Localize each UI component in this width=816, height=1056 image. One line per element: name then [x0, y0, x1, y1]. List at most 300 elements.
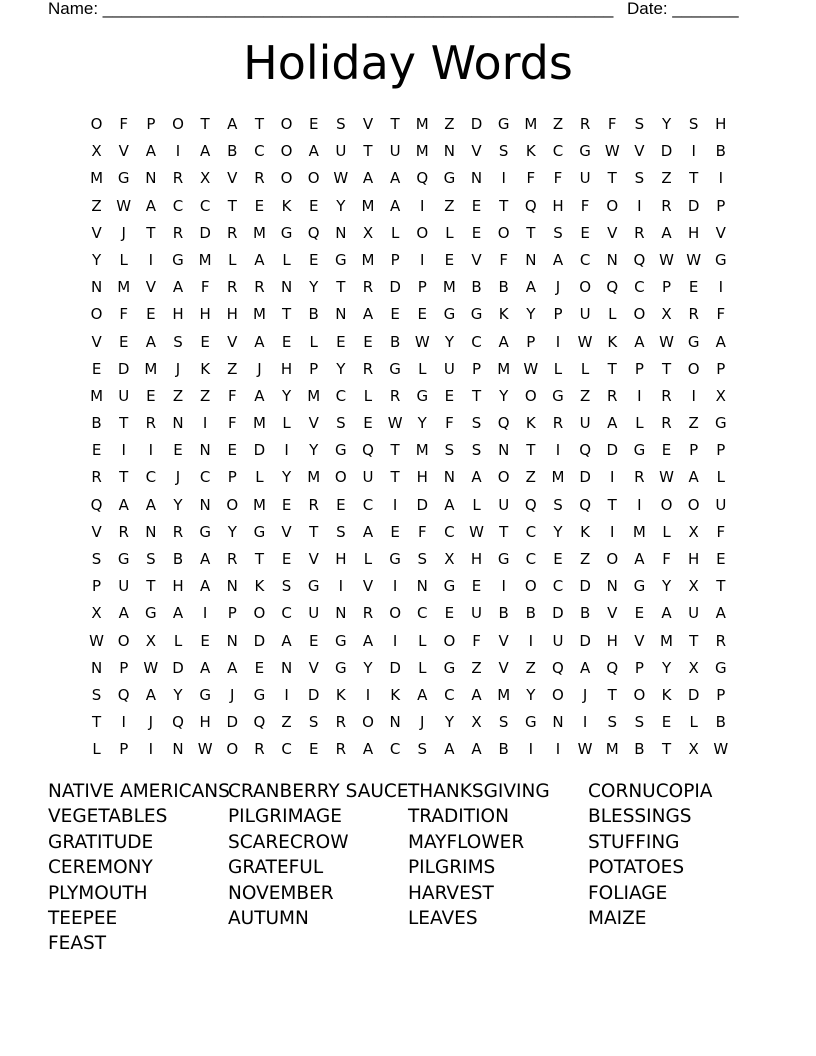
grid-letter[interactable]: O [579, 278, 591, 297]
grid-letter[interactable]: I [718, 278, 724, 297]
grid-letter[interactable]: K [525, 414, 536, 433]
grid-letter[interactable]: M [497, 685, 511, 704]
grid-letter[interactable]: G [199, 522, 211, 541]
grid-letter[interactable]: A [362, 740, 374, 759]
grid-letter[interactable]: R [227, 278, 238, 297]
grid-letter[interactable]: W [686, 250, 702, 269]
grid-letter[interactable]: I [148, 740, 154, 759]
grid-letter[interactable]: R [308, 495, 319, 514]
grid-letter[interactable]: C [362, 495, 374, 514]
grid-letter[interactable]: A [254, 332, 265, 351]
grid-letter[interactable]: Y [281, 468, 292, 487]
grid-letter[interactable]: C [389, 740, 401, 759]
grid-letter[interactable]: W [414, 332, 430, 351]
grid-letter[interactable]: T [499, 196, 509, 215]
grid-letter[interactable]: U [471, 604, 483, 623]
grid-letter[interactable]: W [713, 740, 729, 759]
grid-letter[interactable]: V [91, 522, 102, 541]
grid-letter[interactable]: M [660, 631, 673, 650]
grid-letter[interactable]: N [443, 142, 456, 161]
grid-letter[interactable]: L [255, 468, 264, 487]
grid-letter[interactable]: J [582, 685, 588, 704]
grid-letter[interactable]: A [417, 685, 428, 704]
grid-letter[interactable]: N [199, 441, 211, 460]
grid-letter[interactable]: A [471, 685, 482, 704]
grid-letter[interactable]: H [172, 577, 184, 596]
grid-letter[interactable]: R [389, 386, 401, 405]
grid-letter[interactable]: Q [307, 223, 320, 242]
grid-letter[interactable]: T [146, 223, 156, 242]
grid-letter[interactable]: T [689, 169, 699, 188]
grid-letter[interactable]: L [716, 468, 725, 487]
grid-letter[interactable]: E [227, 441, 238, 460]
grid-letter[interactable]: M [252, 495, 266, 514]
grid-letter[interactable]: N [145, 169, 157, 188]
grid-letter[interactable]: G [253, 685, 266, 704]
grid-letter[interactable]: Y [227, 522, 237, 541]
grid-letter[interactable]: T [607, 685, 617, 704]
grid-letter[interactable]: A [362, 169, 374, 188]
grid-letter[interactable]: K [498, 305, 509, 324]
grid-letter[interactable]: W [523, 359, 539, 378]
grid-letter[interactable]: M [361, 250, 375, 269]
grid-letter[interactable]: X [661, 305, 672, 324]
grid-letter[interactable]: B [172, 550, 184, 568]
grid-letter[interactable]: K [281, 196, 292, 215]
grid-letter[interactable]: L [635, 414, 644, 433]
grid-letter[interactable]: D [579, 577, 591, 596]
grid-letter[interactable]: O [280, 169, 293, 188]
grid-letter[interactable]: V [634, 631, 645, 650]
grid-letter[interactable]: W [89, 631, 104, 650]
grid-letter[interactable]: Z [471, 658, 482, 677]
grid-letter[interactable]: A [281, 631, 292, 650]
grid-letter[interactable]: F [607, 115, 617, 133]
grid-letter[interactable]: T [200, 115, 210, 133]
grid-letter[interactable]: P [390, 250, 400, 269]
grid-letter[interactable]: R [172, 169, 184, 188]
grid-letter[interactable]: R [227, 223, 238, 242]
grid-letter[interactable]: R [254, 740, 265, 759]
grid-letter[interactable]: Y [336, 359, 346, 378]
grid-letter[interactable]: A [362, 631, 374, 650]
grid-letter[interactable]: E [146, 386, 156, 405]
grid-letter[interactable]: A [200, 550, 211, 568]
grid-letter[interactable]: G [470, 305, 483, 324]
grid-letter[interactable]: D [172, 658, 184, 677]
grid-letter[interactable]: M [252, 223, 266, 242]
grid-letter[interactable]: U [715, 495, 727, 514]
grid-letter[interactable]: N [172, 740, 184, 759]
grid-letter[interactable]: G [253, 522, 266, 541]
grid-letter[interactable]: G [579, 142, 591, 161]
grid-letter[interactable]: Z [688, 414, 699, 433]
grid-letter[interactable]: E [254, 658, 265, 677]
grid-letter[interactable]: A [308, 142, 319, 161]
grid-letter[interactable]: G [497, 550, 510, 568]
grid-letter[interactable]: E [308, 115, 319, 133]
grid-letter[interactable]: T [390, 115, 400, 133]
grid-letter[interactable]: C [579, 250, 591, 269]
grid-letter[interactable]: B [227, 142, 238, 161]
grid-letter[interactable]: F [417, 522, 427, 541]
grid-letter[interactable]: L [418, 631, 427, 650]
grid-letter[interactable]: T [146, 577, 156, 596]
grid-letter[interactable]: E [336, 332, 346, 351]
grid-letter[interactable]: I [555, 441, 561, 460]
grid-letter[interactable]: E [390, 522, 400, 541]
grid-letter[interactable]: G [307, 577, 320, 596]
grid-letter[interactable]: G [443, 169, 456, 188]
grid-letter[interactable]: I [202, 604, 208, 623]
grid-letter[interactable]: S [281, 577, 292, 596]
grid-letter[interactable]: Q [362, 441, 374, 460]
grid-letter[interactable]: V [145, 278, 156, 297]
grid-letter[interactable]: A [200, 142, 211, 161]
grid-letter[interactable]: N [280, 278, 293, 297]
grid-letter[interactable]: G [443, 305, 456, 324]
grid-letter[interactable]: R [661, 196, 672, 215]
grid-letter[interactable]: V [498, 658, 509, 677]
grid-letter[interactable]: I [420, 250, 425, 269]
grid-letter[interactable]: I [528, 740, 534, 759]
grid-letter[interactable]: X [715, 386, 726, 405]
grid-letter[interactable]: G [714, 414, 727, 433]
grid-letter[interactable]: X [145, 631, 156, 650]
grid-letter[interactable]: Y [661, 577, 672, 596]
grid-letter[interactable]: U [118, 577, 130, 596]
grid-letter[interactable]: L [390, 223, 400, 242]
grid-letter[interactable]: K [580, 522, 591, 541]
grid-letter[interactable]: C [199, 468, 211, 487]
grid-letter[interactable]: S [607, 713, 617, 732]
grid-letter[interactable]: I [582, 713, 588, 732]
grid-letter[interactable]: E [308, 740, 319, 759]
grid-letter[interactable]: I [365, 685, 371, 704]
grid-letter[interactable]: X [444, 550, 455, 568]
grid-letter[interactable]: E [281, 550, 292, 568]
grid-letter[interactable]: Y [444, 332, 454, 351]
grid-letter[interactable]: J [555, 278, 561, 297]
grid-letter[interactable]: N [280, 658, 293, 677]
grid-letter[interactable]: E [444, 386, 455, 405]
grid-letter[interactable]: Z [579, 550, 591, 568]
grid-letter[interactable]: R [661, 386, 672, 405]
grid-letter[interactable]: A [254, 250, 265, 269]
grid-letter[interactable]: S [634, 169, 645, 188]
grid-letter[interactable]: A [172, 604, 184, 623]
grid-letter[interactable]: L [689, 713, 698, 732]
grid-letter[interactable]: T [661, 359, 672, 378]
grid-letter[interactable]: O [334, 468, 347, 487]
grid-letter[interactable]: M [632, 522, 646, 541]
grid-letter[interactable]: V [471, 250, 482, 269]
grid-letter[interactable]: E [471, 196, 482, 215]
grid-letter[interactable]: G [525, 713, 537, 732]
grid-letter[interactable]: I [555, 740, 561, 759]
grid-letter[interactable]: Q [552, 658, 564, 677]
grid-letter[interactable]: I [555, 332, 561, 351]
grid-letter[interactable]: S [417, 550, 428, 568]
grid-letter[interactable]: O [687, 359, 700, 378]
grid-letter[interactable]: R [91, 468, 102, 487]
grid-letter[interactable]: S [91, 550, 102, 568]
grid-letter[interactable]: L [309, 332, 318, 351]
grid-letter[interactable]: F [119, 115, 129, 133]
grid-letter[interactable]: A [362, 305, 374, 324]
grid-letter[interactable]: S [146, 550, 156, 568]
grid-letter[interactable]: F [662, 550, 671, 568]
grid-letter[interactable]: V [362, 577, 374, 596]
grid-letter[interactable]: F [580, 196, 590, 215]
grid-letter[interactable]: R [688, 305, 699, 324]
grid-letter[interactable]: W [604, 142, 620, 161]
grid-letter[interactable]: T [526, 441, 536, 460]
grid-letter[interactable]: A [227, 658, 238, 677]
grid-letter[interactable]: J [420, 713, 425, 732]
grid-letter[interactable]: C [199, 196, 211, 215]
grid-letter[interactable]: M [415, 142, 429, 161]
grid-letter[interactable]: D [579, 468, 591, 487]
grid-letter[interactable]: G [552, 386, 564, 405]
grid-letter[interactable]: C [281, 740, 292, 759]
grid-letter[interactable]: P [553, 305, 563, 324]
grid-letter[interactable]: Q [117, 685, 130, 704]
grid-letter[interactable]: T [716, 577, 726, 596]
grid-letter[interactable]: I [691, 386, 696, 405]
grid-letter[interactable]: P [227, 604, 237, 623]
name-field-label[interactable]: Name: ______________________________________________________ [48, 0, 614, 18]
grid-letter[interactable]: F [445, 414, 454, 433]
grid-letter[interactable]: R [552, 414, 564, 433]
grid-letter[interactable]: N [498, 441, 510, 460]
grid-letter[interactable]: I [392, 495, 398, 514]
grid-letter[interactable]: P [472, 359, 482, 378]
grid-letter[interactable]: I [637, 386, 642, 405]
grid-letter[interactable]: E [173, 441, 183, 460]
grid-letter[interactable]: K [254, 577, 265, 596]
grid-letter[interactable]: W [197, 740, 213, 759]
grid-letter[interactable]: N [90, 278, 103, 297]
grid-letter[interactable]: M [252, 414, 266, 433]
grid-letter[interactable]: Z [281, 713, 292, 732]
grid-letter[interactable]: E [363, 332, 373, 351]
grid-letter[interactable]: P [526, 332, 536, 351]
grid-letter[interactable]: A [715, 332, 726, 351]
grid-letter[interactable]: A [444, 495, 455, 514]
grid-letter[interactable]: D [660, 142, 673, 161]
grid-letter[interactable]: T [227, 196, 237, 215]
grid-letter[interactable]: W [659, 468, 674, 487]
grid-letter[interactable]: E [281, 332, 292, 351]
grid-letter[interactable]: C [281, 604, 292, 623]
grid-letter[interactable]: Q [497, 414, 510, 433]
grid-letter[interactable]: U [552, 631, 564, 650]
grid-letter[interactable]: W [469, 522, 484, 541]
grid-letter[interactable]: J [148, 713, 154, 732]
grid-letter[interactable]: C [552, 142, 564, 161]
grid-letter[interactable]: N [335, 305, 347, 324]
grid-letter[interactable]: O [280, 142, 293, 161]
grid-letter[interactable]: R [118, 522, 129, 541]
grid-letter[interactable]: V [362, 115, 374, 133]
grid-letter[interactable]: F [526, 169, 536, 188]
grid-letter[interactable]: H [688, 223, 700, 242]
grid-letter[interactable]: L [92, 740, 101, 759]
grid-letter[interactable]: K [607, 332, 618, 351]
grid-letter[interactable]: N [525, 250, 537, 269]
grid-letter[interactable]: F [553, 169, 563, 188]
grid-letter[interactable]: G [633, 577, 646, 596]
grid-letter[interactable]: C [172, 196, 184, 215]
grid-letter[interactable]: Y [91, 250, 102, 269]
grid-letter[interactable]: Y [553, 522, 563, 541]
grid-letter[interactable]: Y [444, 713, 454, 732]
grid-letter[interactable]: L [418, 658, 427, 677]
grid-letter[interactable]: B [579, 604, 591, 623]
grid-letter[interactable]: S [336, 414, 346, 433]
grid-letter[interactable]: B [91, 414, 102, 433]
grid-letter[interactable]: L [472, 495, 481, 514]
grid-letter[interactable]: C [444, 685, 455, 704]
grid-letter[interactable]: S [498, 142, 509, 161]
grid-letter[interactable]: C [525, 550, 537, 568]
grid-letter[interactable]: Y [309, 278, 319, 297]
grid-letter[interactable]: E [471, 223, 482, 242]
grid-letter[interactable]: E [444, 250, 455, 269]
grid-letter[interactable]: L [445, 223, 454, 242]
grid-letter[interactable]: I [528, 631, 534, 650]
grid-letter[interactable]: E [254, 196, 265, 215]
grid-letter[interactable]: I [501, 169, 506, 188]
grid-letter[interactable]: B [498, 740, 509, 759]
grid-letter[interactable]: H [199, 305, 211, 324]
grid-letter[interactable]: O [226, 740, 239, 759]
grid-letter[interactable]: N [389, 713, 401, 732]
grid-letter[interactable]: A [389, 169, 401, 188]
grid-letter[interactable]: T [526, 223, 536, 242]
grid-letter[interactable]: X [199, 169, 211, 188]
grid-letter[interactable]: O [280, 115, 293, 133]
grid-letter[interactable]: D [307, 685, 320, 704]
grid-letter[interactable]: U [362, 468, 374, 487]
grid-letter[interactable]: U [308, 604, 320, 623]
grid-letter[interactable]: D [253, 441, 266, 460]
grid-letter[interactable]: S [336, 522, 346, 541]
grid-letter[interactable]: D [552, 604, 564, 623]
grid-letter[interactable]: W [659, 332, 674, 351]
grid-letter[interactable]: Q [633, 250, 646, 269]
grid-letter[interactable]: R [634, 468, 645, 487]
grid-letter[interactable]: O [497, 223, 510, 242]
grid-letter[interactable]: Y [499, 386, 509, 405]
grid-letter[interactable]: R [661, 414, 672, 433]
grid-letter[interactable]: Z [661, 169, 672, 188]
grid-letter[interactable]: U [579, 169, 591, 188]
grid-letter[interactable]: D [199, 223, 211, 242]
grid-letter[interactable]: H [280, 359, 293, 378]
grid-letter[interactable]: V [308, 414, 319, 433]
grid-letter[interactable]: V [227, 169, 238, 188]
grid-letter[interactable]: D [579, 631, 591, 650]
grid-letter[interactable]: K [525, 142, 536, 161]
grid-letter[interactable]: O [497, 468, 510, 487]
grid-letter[interactable]: I [338, 577, 344, 596]
grid-letter[interactable]: M [605, 740, 619, 759]
grid-letter[interactable]: B [498, 278, 509, 297]
grid-letter[interactable]: W [577, 332, 593, 351]
grid-letter[interactable]: M [90, 386, 104, 405]
grid-letter[interactable]: A [145, 495, 156, 514]
grid-letter[interactable]: N [172, 414, 184, 433]
grid-letter[interactable]: Q [606, 278, 619, 297]
grid-letter[interactable]: V [91, 332, 102, 351]
grid-letter[interactable]: F [200, 278, 210, 297]
grid-letter[interactable]: A [200, 577, 211, 596]
grid-letter[interactable]: U [579, 414, 591, 433]
grid-letter[interactable]: L [363, 550, 373, 568]
grid-letter[interactable]: Q [416, 169, 429, 188]
grid-letter[interactable]: S [471, 414, 482, 433]
grid-letter[interactable]: Z [227, 359, 238, 378]
grid-letter[interactable]: V [281, 522, 292, 541]
grid-letter[interactable]: O [443, 631, 456, 650]
grid-letter[interactable]: Z [172, 386, 184, 405]
grid-letter[interactable]: K [661, 685, 672, 704]
grid-letter[interactable]: E [553, 550, 563, 568]
grid-letter[interactable]: G [117, 550, 130, 568]
grid-letter[interactable]: O [606, 550, 619, 568]
grid-letter[interactable]: T [119, 468, 129, 487]
grid-letter[interactable]: V [715, 223, 726, 242]
grid-letter[interactable]: I [392, 631, 398, 650]
grid-letter[interactable]: G [280, 223, 293, 242]
grid-letter[interactable]: D [416, 495, 429, 514]
grid-letter[interactable]: K [200, 359, 211, 378]
grid-letter[interactable]: V [607, 223, 618, 242]
grid-letter[interactable]: T [91, 713, 102, 732]
grid-letter[interactable]: P [634, 658, 644, 677]
grid-letter[interactable]: A [172, 278, 184, 297]
grid-letter[interactable]: P [119, 658, 129, 677]
grid-letter[interactable]: M [442, 278, 456, 297]
grid-letter[interactable]: V [634, 142, 645, 161]
grid-letter[interactable]: E [471, 577, 482, 596]
grid-letter[interactable]: A [145, 142, 156, 161]
grid-letter[interactable]: O [389, 604, 402, 623]
grid-letter[interactable]: T [471, 386, 482, 405]
grid-letter[interactable]: S [553, 223, 563, 242]
grid-letter[interactable]: F [716, 305, 726, 324]
grid-letter[interactable]: E [200, 631, 210, 650]
grid-letter[interactable]: E [91, 441, 102, 460]
grid-letter[interactable]: H [606, 631, 618, 650]
grid-letter[interactable]: I [718, 169, 724, 188]
grid-letter[interactable]: N [226, 577, 238, 596]
grid-letter[interactable]: N [552, 713, 564, 732]
grid-letter[interactable]: R [145, 414, 157, 433]
grid-letter[interactable]: H [226, 305, 238, 324]
grid-letter[interactable]: R [579, 115, 591, 133]
grid-letter[interactable]: I [637, 495, 642, 514]
grid-letter[interactable]: N [443, 468, 456, 487]
grid-letter[interactable]: L [228, 250, 237, 269]
grid-letter[interactable]: G [714, 658, 727, 677]
grid-letter[interactable]: S [498, 713, 509, 732]
grid-letter[interactable]: Q [606, 658, 619, 677]
grid-letter[interactable]: Y [336, 196, 346, 215]
grid-letter[interactable]: C [552, 577, 564, 596]
